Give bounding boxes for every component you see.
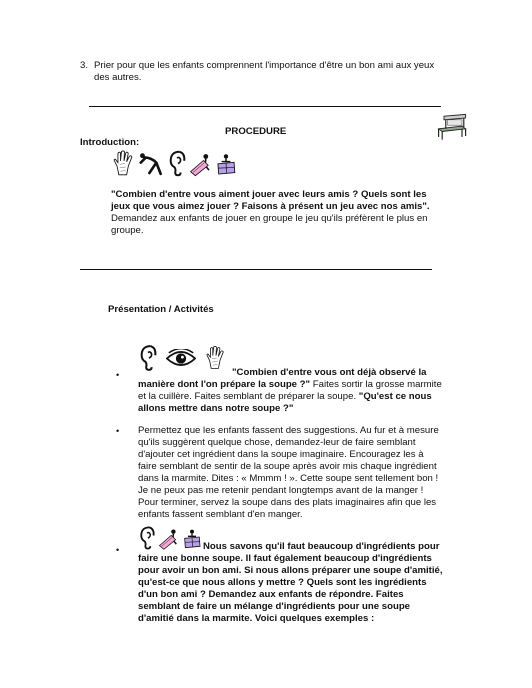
gift-icon bbox=[215, 152, 237, 177]
item3-line-5: d'un bon ami ? Demandez aux enfants de répondre. Faites bbox=[138, 589, 404, 600]
craft-icon bbox=[158, 527, 180, 551]
hand-icon bbox=[204, 344, 228, 372]
item2-line-1: Permettez que les enfants fassent des suggestions. Au fur et à mesure bbox=[138, 425, 439, 436]
introduction-label: Introduction: bbox=[80, 137, 140, 148]
item1-line-3-bold: "Qu'est ce nous bbox=[356, 391, 432, 402]
ear-icon bbox=[138, 525, 156, 551]
bullet: • bbox=[116, 545, 120, 555]
intro-icon-row bbox=[111, 150, 237, 177]
procedure-heading: PROCEDURE bbox=[225, 126, 287, 137]
section-divider bbox=[89, 106, 441, 107]
item2-line-7: Pour terminer, servez la soupe dans des plats imaginaires afin que les bbox=[138, 497, 437, 508]
item1-line-2-bold: manière dont l'on prépare la soupe ?" bbox=[138, 379, 311, 390]
item2-line-8: enfants fassent semblant d'en manger. bbox=[138, 509, 303, 520]
item2-line-5: dans la marmite. Dites : « Mmmm ! ». Cette soupe sent tellement bon ! bbox=[138, 473, 439, 484]
intro-question-line-1: "Combien d'entre vous aiment jouer avec leurs amis ? Quels sont les bbox=[111, 189, 427, 200]
item1-line-3-normal: et la cuillère. Faites semblant de préparer la soupe. bbox=[138, 391, 357, 402]
item2-line-4: faire semblant de sentir de la soupe après avoir mis chaque ingrédient bbox=[138, 461, 437, 472]
section-divider bbox=[80, 269, 432, 270]
item1-icon-row bbox=[138, 344, 228, 372]
intro-instruction-line-2: groupe. bbox=[111, 225, 144, 236]
item2-line-3: d'ajouter cet ingrédient dans la soupe imaginaire. Encouragez les à bbox=[138, 449, 424, 460]
hand-icon bbox=[111, 150, 137, 177]
item3-line-4: qu'est-ce que nous allons y mettre ? Quels sont les ingrédients bbox=[138, 577, 427, 588]
item3-line-7: d'amitié dans la marmite. Voici quelques exemples : bbox=[138, 613, 375, 624]
bullet: • bbox=[116, 370, 120, 380]
eye-icon bbox=[166, 349, 196, 368]
item3-line-3: pour avoir un bon ami. Si nous allons préparer une soupe d'amitié, bbox=[138, 565, 443, 576]
objective-number: 3. bbox=[80, 60, 89, 71]
item2-line-6: Je ne peux pas me retenir pendant longtemps avant de la manger ! bbox=[138, 485, 424, 496]
item3-line-6: semblant de faire un mélange d'ingrédients pour une soupe bbox=[138, 601, 411, 612]
classroom-desk-icon bbox=[435, 112, 471, 142]
item1-line-1: "Combien d'entre vous ont déjà observé la bbox=[232, 367, 427, 378]
bullet: • bbox=[116, 426, 120, 436]
item1-line-2-normal: Faites sortir la grosse marmite bbox=[310, 379, 442, 390]
intro-instruction-line-1: Demandez aux enfants de jouer en groupe le jeu qu'ils préfèrent le plus en bbox=[111, 213, 428, 224]
item3-icon-row bbox=[138, 525, 202, 551]
item1-line-4: allons mettre dans notre soupe ?" bbox=[138, 403, 294, 414]
objective-text-line-2: des autres. bbox=[94, 72, 142, 83]
gift-icon bbox=[182, 527, 202, 551]
item1-line-2 bbox=[138, 379, 442, 391]
item2-line-2: qu'ils suggèrent quelque chose, demandez-leur de faire semblant bbox=[138, 437, 416, 448]
ear-icon bbox=[167, 150, 187, 177]
ear-icon bbox=[138, 344, 158, 372]
item1-line-3 bbox=[138, 391, 432, 403]
objective-text-line-1: Prier pour que les enfants comprennent l'importance d'être un bon ami aux yeux bbox=[94, 60, 435, 71]
item3-line-1: Nous savons qu'il faut beaucoup d'ingrédients pour bbox=[203, 541, 440, 552]
craft-icon bbox=[189, 152, 213, 177]
stretch-figure-icon bbox=[139, 150, 165, 177]
item3-line-2: faire une bonne soupe. Il faut également beaucoup d'ingrédients bbox=[138, 553, 432, 564]
presentation-heading: Présentation / Activités bbox=[108, 304, 214, 315]
intro-question-line-2: jeux que vous aimez jouer ? Faisons à présent un jeu avec nos amis". bbox=[111, 201, 430, 212]
